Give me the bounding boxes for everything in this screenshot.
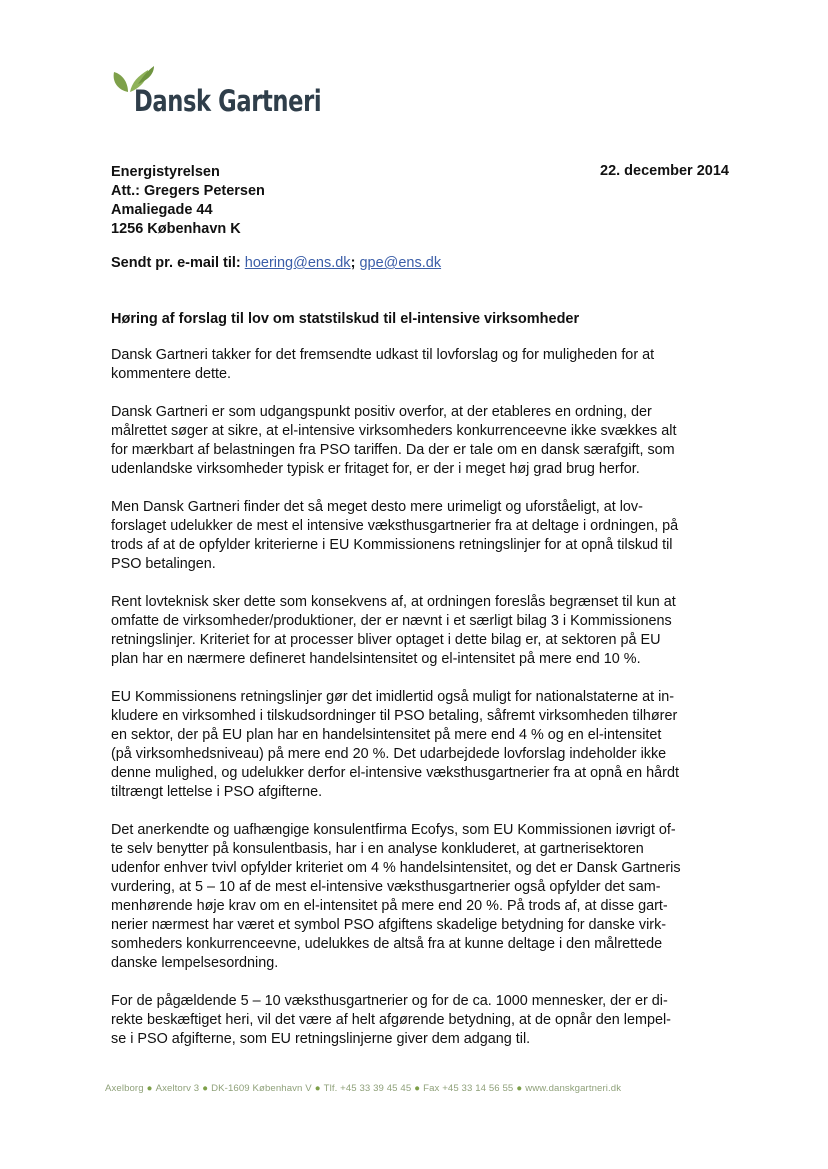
paragraph-line: se i PSO afgifterne, som EU retningslinjerne giver dem adgang til. <box>111 1031 531 1047</box>
footer-bullet-icon: ● <box>516 1083 523 1094</box>
body-paragraph <box>111 688 736 802</box>
paragraph-line: te selv benytter på konsulentbasis, har i en analyse konkluderet, at gartnerisektoren <box>111 841 644 857</box>
recipient-line: Att.: Gregers Petersen <box>111 183 265 199</box>
paragraph-line: denne mulighed, og udelukker derfor el-intensive væksthusgartnerier fra at opnå en hårdt <box>111 765 679 781</box>
body-paragraph <box>111 821 736 973</box>
paragraph-line: Dansk Gartneri er som udgangspunkt positiv overfor, at der etableres en ordning, der <box>111 404 652 420</box>
footer-bullet-icon: ● <box>202 1083 209 1094</box>
paragraph-line: EU Kommissionens retningslinjer gør det imidlertid også muligt for nationalstaterne at in- <box>111 689 675 705</box>
paragraph-line: en sektor, der på EU plan har en handelsintensitet på mere end 4 % og en el-intensitet <box>111 727 662 743</box>
footer-bullet-icon: ● <box>314 1083 321 1094</box>
paragraph-line: Dansk Gartneri takker for det fremsendte udkast til lovforslag og for muligheden for at <box>111 347 655 363</box>
letter-subject: Høring af forslag til lov om statstilskud til el-intensive virksomheder <box>111 311 580 327</box>
footer-item: Axeltorv 3 <box>155 1083 200 1094</box>
paragraph-line: menhørende høje krav om en el-intensitet på mere end 20 %. På trods af, at disse gart- <box>111 898 668 914</box>
paragraph-line: kludere en virksomhed i tilskudsordninger til PSO betaling, såfremt virksomheden tilhører <box>111 708 678 724</box>
dansk-gartneri-logo <box>108 62 322 132</box>
paragraph-line: tiltrængt lettelse i PSO afgifterne. <box>111 784 323 800</box>
email-separator: ; <box>350 255 356 271</box>
body-paragraph <box>111 593 736 669</box>
email-line <box>111 255 441 271</box>
logo-wordmark: Dansk Gartneri <box>134 84 322 118</box>
letter-footer <box>105 1083 730 1094</box>
email-link-hoering[interactable]: hoering@ens.dk <box>244 255 351 271</box>
footer-bullet-icon: ● <box>146 1083 153 1094</box>
paragraph-line: danske lempelsesordning. <box>111 955 279 971</box>
footer-item: DK-1609 København V <box>211 1083 312 1094</box>
paragraph-line: Rent lovteknisk sker dette som konsekvens af, at ordningen foreslås begrænset til kun at <box>111 594 676 610</box>
email-label: Sendt pr. e-mail til: <box>111 255 241 271</box>
paragraph-line: somheders konkurrenceevne, udelukkes de altså fra at kunne deltage i den målrettede <box>111 936 663 952</box>
paragraph-line: PSO betalingen. <box>111 556 216 572</box>
paragraph-line: nerier nærmest har været et symbol PSO afgiftens skadelige betydning for danske virk- <box>111 917 667 933</box>
paragraph-line: (på virksomhedsniveau) på mere end 20 %. Det udarbejdede lovforslag indeholder ikke <box>111 746 667 762</box>
body-paragraph <box>111 992 736 1049</box>
paragraph-line: forslaget udelukker de mest el intensive væksthusgartnerier fra at deltage i ordningen, på <box>111 518 679 534</box>
paragraph-line: for mærkbart af belastningen fra PSO tariffen. Da der er tale om en dansk særafgift, som <box>111 442 675 458</box>
paragraph-line: retningslinjer. Kriteriet for at processer bliver optaget i dette bilag er, at sektoren på EU <box>111 632 661 648</box>
footer-item: Axelborg <box>105 1083 144 1094</box>
body-paragraph <box>111 498 736 574</box>
body-paragraph <box>111 403 736 479</box>
paragraph-line: trods af at de opfylder kriterierne i EU Kommissionens retningslinjer for at opnå tilskud til <box>111 537 673 553</box>
letter-date: 22. december 2014 <box>600 163 729 179</box>
letter-body <box>111 346 736 1068</box>
recipient-address <box>111 163 265 239</box>
footer-item: www.danskgartneri.dk <box>525 1083 622 1094</box>
paragraph-line: omfatte de virksomheder/produktioner, der er nævnt i et særligt bilag 3 i Kommissionens <box>111 613 672 629</box>
paragraph-line: vurdering, at 5 – 10 af de mest el-intensive væksthusgartnerier også opfylder det sam- <box>111 879 661 895</box>
body-paragraph <box>111 346 736 384</box>
paragraph-line: plan har en nærmere defineret handelsintensitet og el-intensitet på mere end 10 %. <box>111 651 641 667</box>
paragraph-line: rekte beskæftiget heri, vil det være af helt afgørende betydning, at de opnår den lempel- <box>111 1012 671 1028</box>
footer-item: Tlf. +45 33 39 45 45 <box>323 1083 412 1094</box>
paragraph-line: Det anerkendte og uafhængige konsulentfirma Ecofys, som EU Kommissionen iøvrigt of- <box>111 822 676 838</box>
recipient-line: Energistyrelsen <box>111 164 220 180</box>
email-link-gpe[interactable]: gpe@ens.dk <box>359 255 442 271</box>
paragraph-line: kommentere dette. <box>111 366 231 382</box>
footer-bullet-icon: ● <box>414 1083 421 1094</box>
recipient-line: 1256 København K <box>111 221 241 237</box>
paragraph-line: målrettet søger at sikre, at el-intensive virksomheders konkurrenceevne ikke svækkes alt <box>111 423 677 439</box>
recipient-line: Amaliegade 44 <box>111 202 213 218</box>
paragraph-line: udenlandske virksomheder typisk er fritaget for, er der i meget høj grad brug herfor. <box>111 461 640 477</box>
footer-item: Fax +45 33 14 56 55 <box>423 1083 514 1094</box>
paragraph-line: udenfor enhver tvivl opfylder kriteriet om 4 % handelsintensitet, og det er Dansk Gartneris <box>111 860 681 876</box>
paragraph-line: For de pågældende 5 – 10 væksthusgartnerier og for de ca. 1000 mennesker, der er di- <box>111 993 668 1009</box>
paragraph-line: Men Dansk Gartneri finder det så meget desto mere urimeligt og uforståeligt, at lov- <box>111 499 643 515</box>
